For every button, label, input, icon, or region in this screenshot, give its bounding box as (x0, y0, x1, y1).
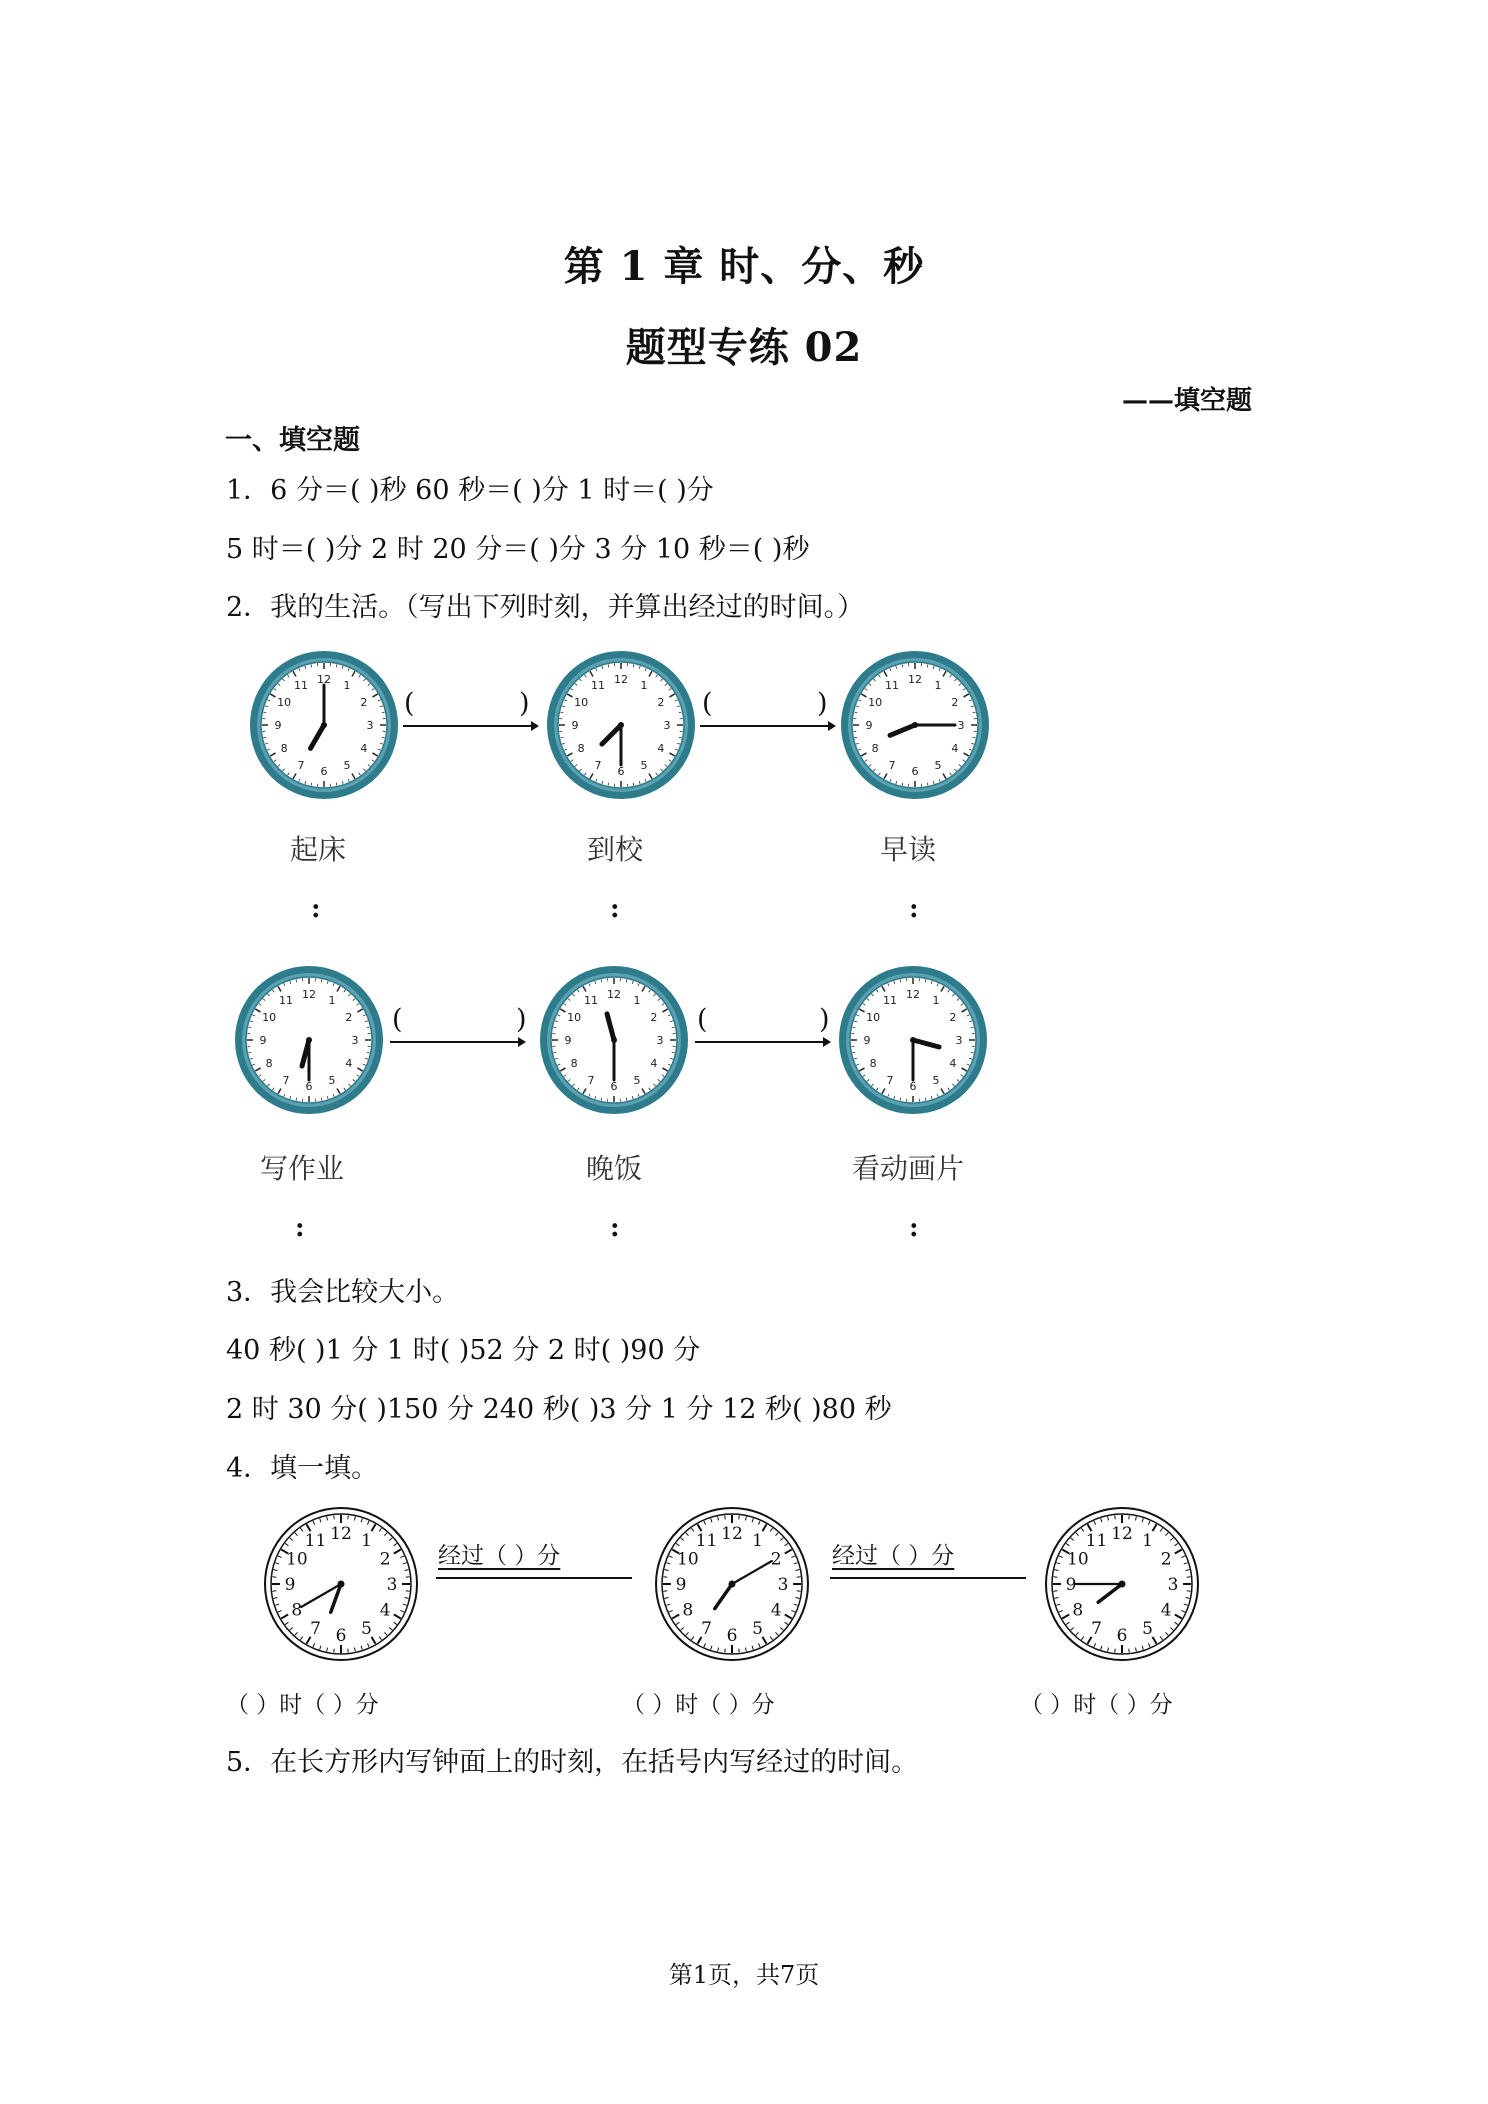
svg-text:8: 8 (1072, 1600, 1084, 1621)
svg-text:6: 6 (305, 1080, 313, 1093)
svg-text:1: 1 (328, 994, 336, 1008)
svg-text:7: 7 (594, 758, 602, 772)
svg-text:11: 11 (883, 994, 897, 1008)
svg-text:9: 9 (863, 1034, 871, 1047)
svg-text:10: 10 (262, 1011, 277, 1024)
clock-label-arrive-school: 到校 (587, 833, 644, 866)
svg-text:6: 6 (617, 765, 625, 778)
svg-text:10: 10 (567, 1011, 582, 1024)
bracket-open-2: ( (702, 688, 713, 719)
svg-text:8: 8 (871, 742, 879, 755)
svg-text:3: 3 (351, 1034, 359, 1047)
q1-line-2: 5 时＝( )分 2 时 20 分＝( )分 3 分 10 秒＝( )秒 (226, 534, 810, 565)
svg-text:7: 7 (886, 1073, 894, 1087)
svg-text:6: 6 (610, 1080, 618, 1093)
subtitle-tag: ——填空题 (1122, 386, 1253, 416)
svg-text:8: 8 (280, 742, 288, 755)
answer-blank-2: （ ）时（ ）分 (622, 1692, 775, 1718)
svg-text:10: 10 (574, 696, 589, 709)
svg-text:7: 7 (888, 758, 896, 772)
svg-text:5: 5 (934, 758, 942, 772)
svg-text:5: 5 (1142, 1619, 1153, 1640)
pass-line-1 (436, 1576, 636, 1580)
svg-text:1: 1 (640, 679, 648, 693)
svg-text:10: 10 (677, 1549, 699, 1570)
svg-text:6: 6 (335, 1626, 347, 1646)
svg-text:12: 12 (614, 673, 628, 686)
svg-text:6: 6 (909, 1080, 917, 1093)
svg-text:2: 2 (770, 1549, 782, 1570)
svg-text:11: 11 (885, 679, 899, 693)
arrow-3 (390, 1036, 526, 1048)
svg-text:12: 12 (317, 673, 331, 686)
q1-line-1: 1．6 分＝( )秒 60 秒＝( )分 1 时＝( )分 (226, 475, 714, 506)
svg-text:8: 8 (291, 1600, 303, 1621)
clock-icon-getup (247, 648, 401, 802)
svg-text:3: 3 (656, 1034, 664, 1047)
svg-text:9: 9 (259, 1034, 267, 1047)
clock-icon-morning-reading (838, 648, 992, 802)
svg-text:6: 6 (726, 1626, 738, 1646)
svg-text:12: 12 (330, 1524, 352, 1544)
time-colon-5: : (610, 1213, 620, 1243)
answer-blank-3: （ ）时（ ）分 (1020, 1692, 1173, 1718)
q5-prompt: 5．在长方形内写钟面上的时刻，在括号内写经过的时间。 (226, 1747, 919, 1778)
svg-text:2: 2 (951, 696, 959, 709)
svg-text:4: 4 (379, 1600, 391, 1621)
svg-text:12: 12 (721, 1524, 743, 1544)
svg-text:6: 6 (911, 765, 919, 778)
svg-text:9: 9 (865, 719, 873, 732)
svg-text:4: 4 (650, 1057, 658, 1070)
svg-text:4: 4 (345, 1057, 353, 1070)
svg-text:1: 1 (934, 679, 942, 693)
bracket-close-2: ) (817, 688, 828, 719)
svg-text:5: 5 (633, 1073, 641, 1087)
svg-text:9: 9 (284, 1575, 296, 1595)
svg-text:11: 11 (591, 679, 605, 693)
svg-text:11: 11 (1085, 1530, 1108, 1551)
svg-text:1: 1 (361, 1530, 372, 1551)
svg-text:4: 4 (949, 1057, 957, 1070)
arrow-2 (700, 720, 836, 732)
svg-text:7: 7 (282, 1073, 290, 1087)
clock-icon-cartoon (836, 963, 990, 1117)
svg-text:10: 10 (286, 1549, 308, 1570)
clock-label-getup: 起床 (290, 833, 347, 866)
svg-text:5: 5 (752, 1619, 763, 1640)
clock-label-homework: 写作业 (260, 1152, 345, 1185)
svg-text:8: 8 (577, 742, 585, 755)
svg-text:1: 1 (752, 1530, 763, 1551)
svg-text:3: 3 (1167, 1575, 1179, 1595)
svg-text:2: 2 (345, 1011, 353, 1024)
svg-text:12: 12 (607, 988, 621, 1001)
bracket-close-3: ) (516, 1004, 527, 1035)
bracket-open-1: ( (404, 688, 415, 719)
clock-icon-q4-1 (262, 1505, 420, 1663)
svg-text:11: 11 (304, 1530, 327, 1551)
svg-text:2: 2 (379, 1549, 391, 1570)
svg-text:5: 5 (932, 1073, 940, 1087)
svg-text:7: 7 (310, 1619, 321, 1640)
clock-icon-q4-3 (1043, 1505, 1201, 1663)
svg-text:8: 8 (869, 1057, 877, 1070)
sub-title: 题型专练 02 (625, 324, 863, 371)
svg-text:10: 10 (868, 696, 883, 709)
svg-text:1: 1 (932, 994, 940, 1008)
time-colon-6: : (909, 1213, 919, 1243)
svg-text:4: 4 (657, 742, 665, 755)
svg-text:3: 3 (663, 719, 671, 732)
svg-text:11: 11 (294, 679, 308, 693)
svg-text:2: 2 (657, 696, 665, 709)
clock-icon-q4-2 (653, 1505, 811, 1663)
time-colon-2: : (610, 894, 620, 924)
bracket-open-3: ( (392, 1004, 403, 1035)
page-footer: 第1页，共7页 (668, 1961, 820, 1989)
bracket-close-1: ) (519, 688, 530, 719)
svg-text:9: 9 (571, 719, 579, 732)
svg-text:7: 7 (587, 1073, 595, 1087)
svg-text:1: 1 (633, 994, 641, 1008)
clock-label-cartoon: 看动画片 (852, 1152, 965, 1185)
pass-label-2: 经过（ ）分 (832, 1543, 955, 1569)
svg-text:12: 12 (906, 988, 920, 1001)
svg-text:3: 3 (386, 1575, 398, 1595)
q3-line-1: 40 秒( )1 分 1 时( )52 分 2 时( )90 分 (226, 1335, 701, 1366)
arrow-1 (403, 720, 539, 732)
bracket-close-4: ) (819, 1004, 830, 1035)
svg-text:3: 3 (777, 1575, 789, 1595)
arrow-4 (695, 1036, 831, 1048)
time-colon-1: : (311, 894, 321, 924)
svg-text:12: 12 (1111, 1524, 1133, 1544)
svg-text:12: 12 (908, 673, 922, 686)
svg-text:5: 5 (343, 758, 351, 772)
svg-text:2: 2 (650, 1011, 658, 1024)
pass-line-2 (830, 1576, 1030, 1580)
svg-text:4: 4 (360, 742, 368, 755)
svg-text:6: 6 (320, 765, 328, 778)
clock-label-dinner: 晚饭 (586, 1152, 643, 1185)
svg-text:5: 5 (640, 758, 648, 772)
svg-text:8: 8 (682, 1600, 694, 1621)
svg-text:1: 1 (343, 679, 351, 693)
svg-text:5: 5 (328, 1073, 336, 1087)
svg-text:4: 4 (1160, 1600, 1172, 1621)
svg-text:3: 3 (955, 1034, 963, 1047)
pass-label-1: 经过（ ）分 (438, 1543, 561, 1569)
svg-text:4: 4 (770, 1600, 782, 1621)
svg-text:1: 1 (1142, 1530, 1153, 1551)
svg-text:9: 9 (1065, 1575, 1077, 1595)
time-colon-4: : (295, 1213, 305, 1243)
svg-text:4: 4 (951, 742, 959, 755)
svg-text:2: 2 (360, 696, 368, 709)
svg-text:5: 5 (361, 1619, 372, 1640)
clock-icon-dinner (537, 963, 691, 1117)
svg-text:11: 11 (279, 994, 293, 1008)
q2-prompt: 2．我的生活。（写出下列时刻，并算出经过的时间。） (226, 592, 865, 623)
time-colon-3: : (909, 894, 919, 924)
clock-label-morning-reading: 早读 (880, 833, 937, 866)
section-title: 一、填空题 (225, 425, 360, 456)
svg-text:10: 10 (1067, 1549, 1089, 1570)
svg-text:9: 9 (675, 1575, 687, 1595)
q4-prompt: 4．填一填。 (226, 1453, 379, 1484)
svg-text:10: 10 (277, 696, 292, 709)
svg-text:11: 11 (584, 994, 598, 1008)
svg-text:2: 2 (949, 1011, 957, 1024)
svg-text:2: 2 (1160, 1549, 1172, 1570)
bracket-open-4: ( (697, 1004, 708, 1035)
svg-text:9: 9 (274, 719, 282, 732)
svg-text:11: 11 (695, 1530, 718, 1551)
svg-text:8: 8 (570, 1057, 578, 1070)
q3-prompt: 3．我会比较大小。 (226, 1277, 460, 1308)
answer-blank-1: （ ）时（ ）分 (226, 1692, 379, 1718)
clock-icon-homework (232, 963, 386, 1117)
svg-text:10: 10 (866, 1011, 881, 1024)
clock-icon-arrive-school (544, 648, 698, 802)
svg-text:6: 6 (1116, 1626, 1128, 1646)
svg-text:12: 12 (302, 988, 316, 1001)
svg-text:7: 7 (701, 1619, 712, 1640)
svg-text:8: 8 (265, 1057, 273, 1070)
svg-text:3: 3 (957, 719, 965, 732)
svg-text:3: 3 (366, 719, 374, 732)
q3-line-2: 2 时 30 分( )150 分 240 秒( )3 分 1 分 12 秒( )80 秒 (226, 1394, 892, 1425)
svg-text:7: 7 (297, 758, 305, 772)
svg-text:7: 7 (1091, 1619, 1102, 1640)
chapter-title: 第 1 章 时、分、秒 (563, 243, 925, 290)
svg-text:9: 9 (564, 1034, 572, 1047)
